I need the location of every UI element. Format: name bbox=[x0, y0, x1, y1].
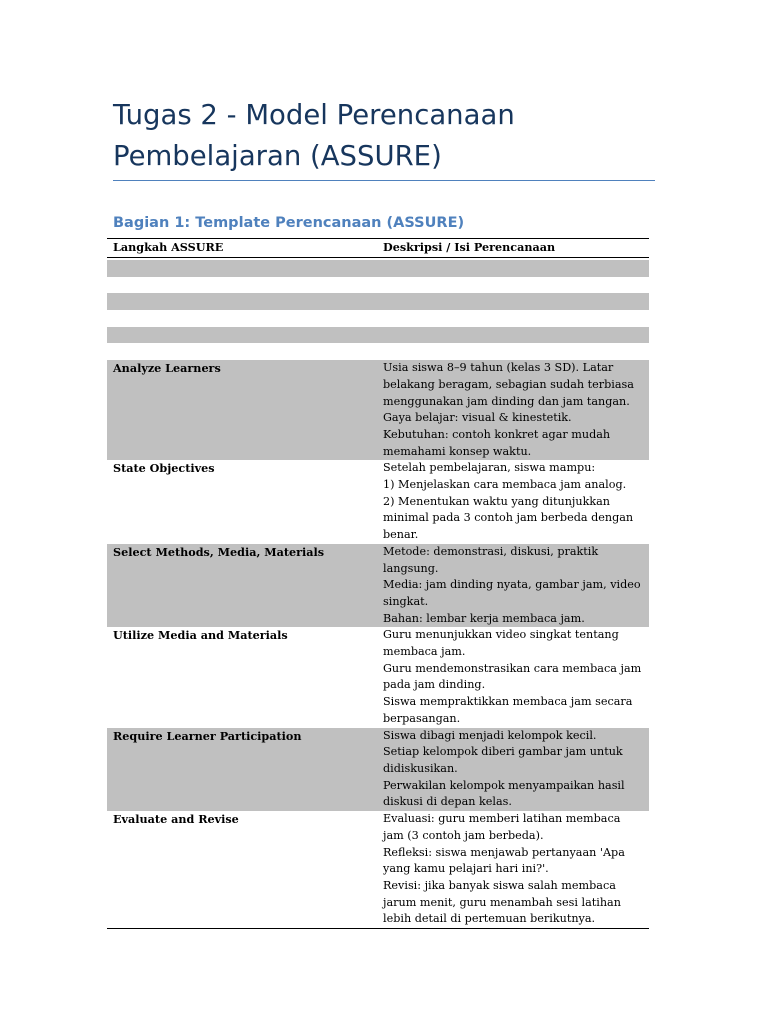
section-heading: Bagian 1: Template Perencanaan (ASSURE) bbox=[113, 215, 465, 231]
empty-table-row bbox=[107, 277, 649, 294]
step-cell: Analyze Learners bbox=[107, 360, 377, 460]
table-row bbox=[107, 811, 649, 928]
description-cell: Setelah pembelajaran, siswa mampu: 1) Menjelaskan cara membaca jam analog. 2) Menentukan waktu yang ditunjukkan minimal pada 3 contoh jam berbeda dengan benar. bbox=[383, 461, 634, 542]
description-cell: Siswa dibagi menjadi kelompok kecil. Setiap kelompok diberi gambar jam untuk didiskusikan. Perwakilan kelompok menyampaikan hasil diskusi di depan kelas. bbox=[377, 728, 649, 812]
table-row bbox=[107, 728, 649, 812]
description-cell: Usia siswa 8–9 tahun (kelas 3 SD). Latar belakang beragam, sebagian sudah terbiasa menggunakan jam dinding dan jam tangan. Gaya belajar: visual & kinestetik. Kebutuhan: contoh konkret agar mudah memahami konsep waktu. bbox=[377, 360, 649, 460]
column-header-step: Langkah ASSURE bbox=[113, 240, 224, 254]
title-divider bbox=[113, 180, 655, 181]
step-cell: State Objectives bbox=[113, 461, 215, 476]
table-row bbox=[107, 460, 649, 544]
empty-table-row bbox=[107, 327, 649, 344]
empty-table-row bbox=[107, 260, 649, 277]
description-cell: Guru menunjukkan video singkat tentang membaca jam. Guru mendemonstrasikan cara membaca jam pada jam dinding. Siswa mempraktikkan membaca jam secara berpasangan. bbox=[383, 628, 642, 725]
table-row bbox=[107, 544, 649, 628]
assure-planning-table bbox=[107, 238, 649, 929]
empty-table-row bbox=[107, 310, 649, 327]
table-header-row bbox=[107, 239, 649, 258]
description-cell: Evaluasi: guru memberi latihan membaca jam (3 contoh jam berbeda). Refleksi: siswa menjawab pertanyaan 'Apa yang kamu pelajari hari ini?'. Revisi: jika banyak siswa salah membaca jarum menit, guru menambah sesi latihan lebih detail di pertemuan berikutnya. bbox=[383, 812, 625, 926]
table-row bbox=[107, 360, 649, 460]
column-header-description: Deskripsi / Isi Perencanaan bbox=[383, 240, 556, 254]
page-title: Tugas 2 - Model Perencanaan Pembelajaran (ASSURE) bbox=[113, 99, 515, 172]
table-row bbox=[107, 627, 649, 727]
step-cell: Evaluate and Revise bbox=[113, 812, 239, 827]
step-cell: Require Learner Participation bbox=[107, 728, 377, 812]
description-cell: Metode: demonstrasi, diskusi, praktik langsung. Media: jam dinding nyata, gambar jam, video singkat. Bahan: lembar kerja membaca jam. bbox=[377, 544, 649, 628]
empty-table-row bbox=[107, 293, 649, 310]
empty-table-row bbox=[107, 343, 649, 360]
step-cell: Utilize Media and Materials bbox=[113, 628, 288, 643]
step-cell: Select Methods, Media, Materials bbox=[107, 544, 377, 628]
